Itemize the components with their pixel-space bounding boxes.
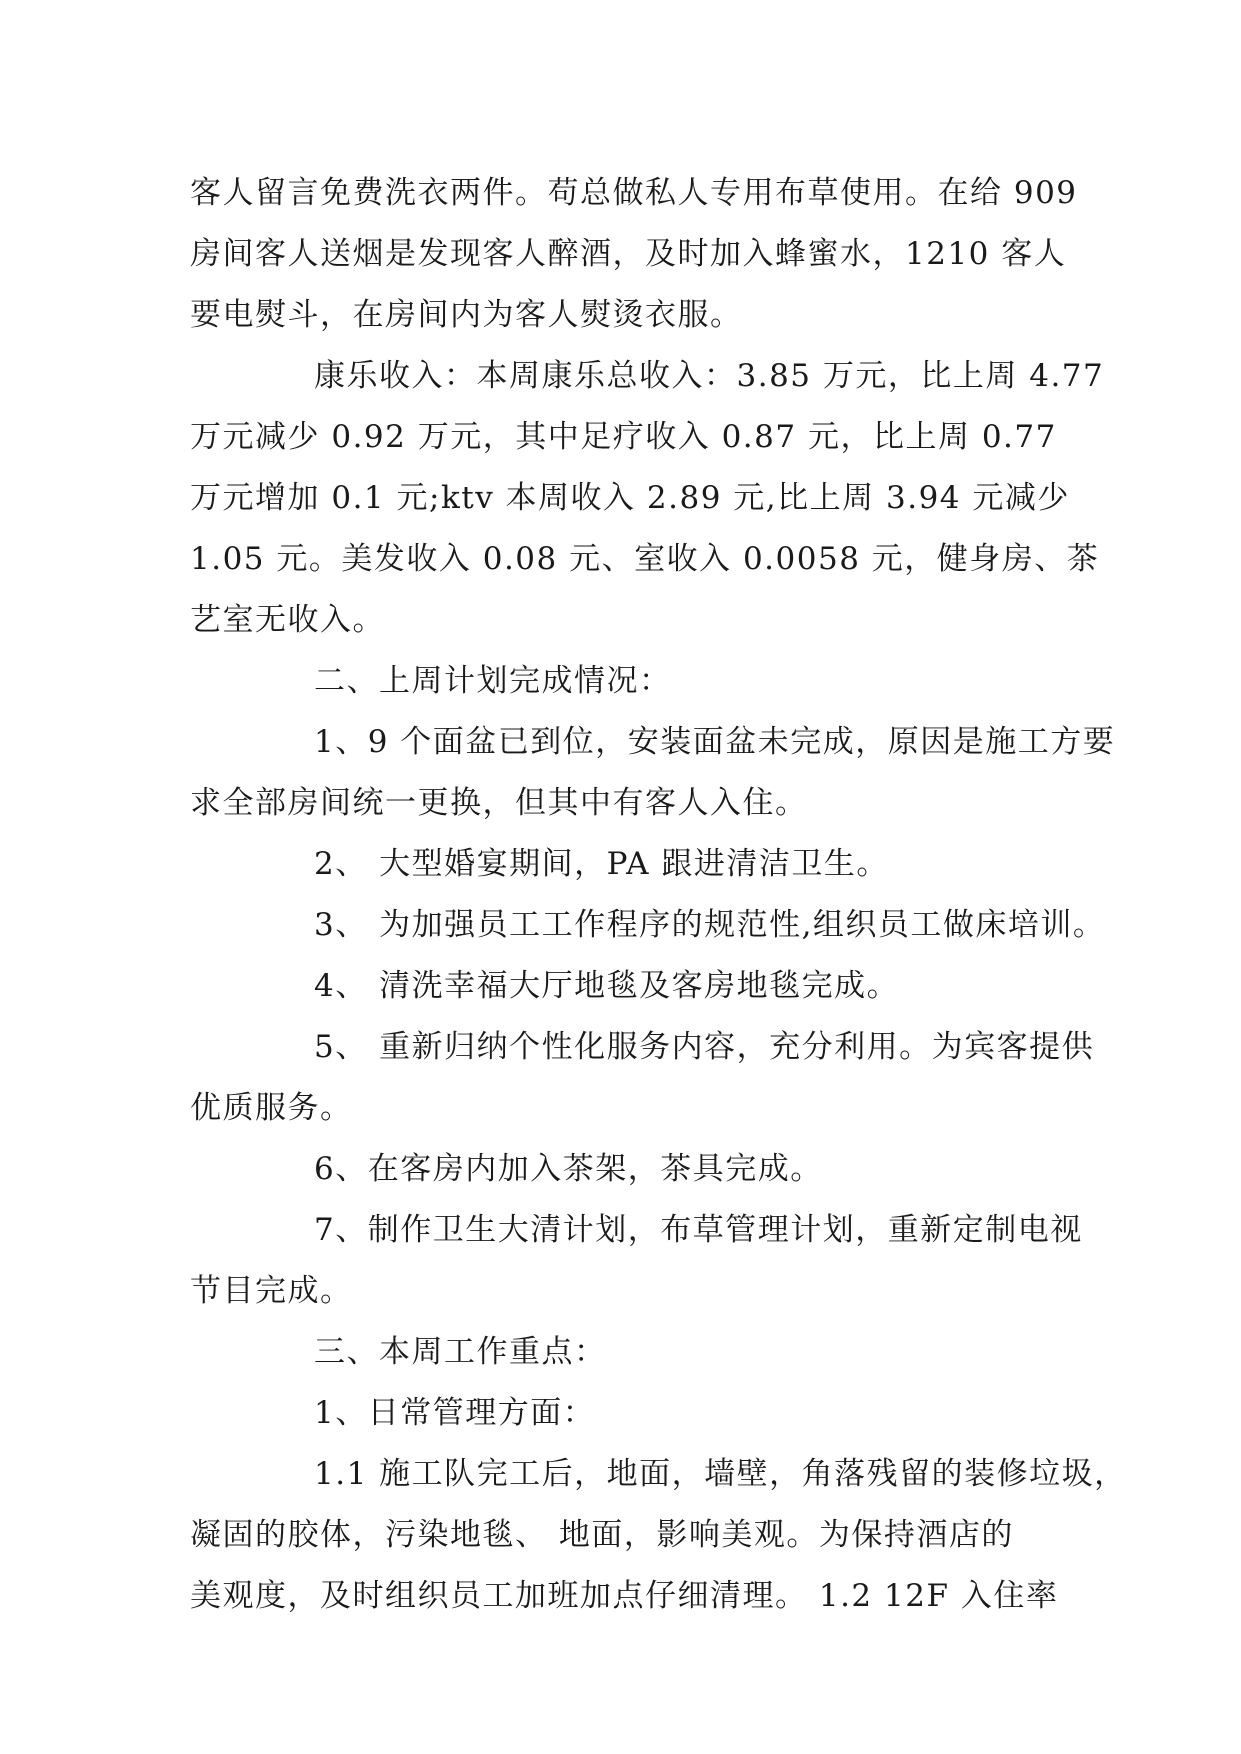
text-line: 万元增加 0.1 元;ktv 本周收入 2.89 元,比上周 3.94 元减少 (190, 480, 1070, 516)
text-line: 1、9 个面盆已到位，安装面盆未完成，原因是施工方要 (314, 724, 1116, 760)
text-line: 1.1 施工队完工后，地面，墙壁，角落残留的装修垃圾， (314, 1456, 1127, 1492)
text-line: 求全部房间统一更换，但其中有客人入住。 (190, 785, 808, 821)
text-line: 节目完成。 (190, 1273, 353, 1309)
text-line: 优质服务。 (190, 1090, 353, 1126)
document-body (190, 163, 1127, 1627)
text-line: 6、在客房内加入茶架，茶具完成。 (314, 1151, 823, 1187)
text-line: 康乐收入：本周康乐总收入：3.85 万元，比上周 4.77 (314, 358, 1105, 394)
text-line: 5、 重新归纳个性化服务内容，充分利用。为宾客提供 (314, 1029, 1095, 1065)
text-line: 客人留言免费洗衣两件。苟总做私人专用布草使用。在给 909 (190, 175, 1078, 211)
text-line: 房间客人送烟是发现客人醉酒，及时加入蜂蜜水，1210 客人 (190, 236, 1067, 272)
text-line: 艺室无收入。 (190, 602, 385, 638)
text-line: 3、 为加强员工工作程序的规范性,组织员工做床培训。 (314, 907, 1106, 943)
text-line: 三、本周工作重点： (314, 1334, 607, 1370)
text-line: 7、制作卫生大清计划，布草管理计划，重新定制电视 (314, 1212, 1083, 1248)
text-line: 万元减少 0.92 万元，其中足疗收入 0.87 元，比上周 0.77 (190, 419, 1057, 455)
text-line: 1、日常管理方面： (314, 1395, 596, 1431)
text-line: 要电熨斗，在房间内为客人熨烫衣服。 (190, 297, 743, 333)
text-line: 凝固的胶体，污染地毯、 地面，影响美观。为保持酒店的 (190, 1517, 1014, 1553)
text-line: 二、上周计划完成情况： (314, 663, 672, 699)
text-line: 美观度，及时组织员工加班加点仔细清理。 1.2 12F 入住率 (190, 1578, 1059, 1614)
text-line: 2、 大型婚宴期间，PA 跟进清洁卫生。 (314, 846, 889, 882)
text-line: 4、 清洗幸福大厅地毯及客房地毯完成。 (314, 968, 900, 1004)
text-line: 1.05 元。美发收入 0.08 元、室收入 0.0058 元，健身房、茶 (190, 541, 1100, 577)
